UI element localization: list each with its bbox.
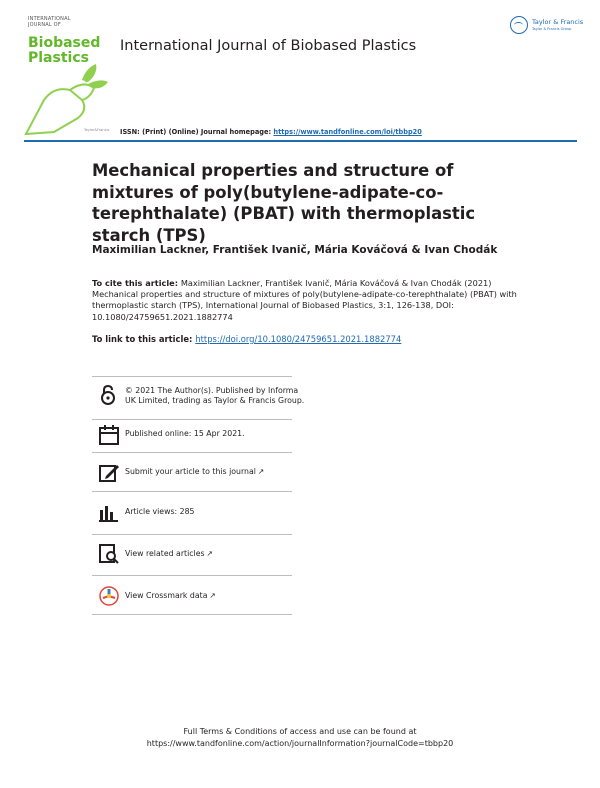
- journal-cover: [24, 14, 112, 136]
- edit-pencil-icon: [98, 462, 120, 484]
- citation-label: To cite this article:: [92, 278, 181, 288]
- cover-top-line2: JOURNAL OF: [28, 22, 61, 28]
- calendar-icon: [98, 424, 120, 446]
- footer-terms-link[interactable]: https://www.tandfonline.com/action/journalInformation?journalCode=tbbp20: [146, 739, 454, 748]
- issn-line: [120, 128, 422, 136]
- journal-title: International Journal of Biobased Plastics: [120, 38, 417, 54]
- journal-homepage-link[interactable]: https://www.tandfonline.com/loi/tbbp20: [273, 128, 422, 136]
- license-text: © 2021 The Author(s). Published by Informa UK Limited, trading as Taylor & Francis Group.: [125, 386, 305, 406]
- cover-publisher-mark: Taylor&Francis: [84, 128, 110, 132]
- cover-top-text: [28, 16, 71, 28]
- crossmark-text[interactable]: [125, 591, 305, 601]
- article-title: Mechanical properties and structure of mixtures of poly(butylene-adipate-co-terephthalate) (PBAT) with thermoplastic starch (TPS): [92, 161, 476, 245]
- article-link-label: To link to this article:: [92, 334, 196, 344]
- related-search-icon: [98, 543, 120, 565]
- header-divider: [24, 140, 577, 142]
- publisher-logo-icon: [510, 16, 528, 34]
- views-text: Article views: 285: [125, 507, 195, 516]
- external-link-icon: ↗: [209, 591, 216, 600]
- list-divider: [92, 534, 292, 535]
- list-divider: [92, 491, 292, 492]
- cover-title-line1: Biobased: [28, 35, 101, 51]
- cover-title-line2: Plastics: [28, 50, 89, 66]
- external-link-icon: ↗: [257, 467, 265, 476]
- publisher-subname: Taylor & Francis Group: [532, 27, 572, 31]
- issn-label: ISSN: (Print) (Online) Journal homepage:: [120, 128, 274, 136]
- crossmark-label: View Crossmark data: [125, 591, 208, 600]
- publisher-name: Taylor & Francis: [532, 18, 584, 26]
- cover-top-line1: INTERNATIONAL: [28, 16, 71, 22]
- list-divider: [92, 419, 292, 420]
- published-date-text: Published online: 15 Apr 2021.: [125, 429, 245, 438]
- list-divider: [92, 376, 292, 377]
- publisher-logo[interactable]: [510, 16, 584, 38]
- citation-block: [92, 278, 522, 323]
- footer: [0, 726, 600, 750]
- list-divider: [92, 452, 292, 453]
- footer-terms-text: Full Terms & Conditions of access and use can be found at: [183, 727, 417, 736]
- external-link-icon: ↗: [206, 549, 213, 558]
- related-text[interactable]: [125, 549, 305, 559]
- list-divider: [92, 575, 292, 576]
- article-authors: Maximilian Lackner, František Ivanič, Mária Kováčová & Ivan Chodák: [92, 244, 498, 256]
- cover-plant-illustration-icon: [24, 60, 112, 136]
- submit-label: Submit your article to this journal: [125, 467, 256, 476]
- related-label: View related articles: [125, 549, 205, 558]
- submit-text[interactable]: [125, 467, 305, 477]
- list-divider: [92, 614, 292, 615]
- open-access-lock-icon: [98, 384, 120, 406]
- article-link-line: [92, 334, 401, 344]
- crossmark-icon: [98, 585, 120, 607]
- citation-text: Maximilian Lackner, František Ivanič, Mária Kováčová & Ivan Chodák (2021) Mechanical properties and structure of mixtures of poly(butylene-adipate-co-terephthalate) (PBAT) with thermoplastic starch (TPS), International Journal of Biobased Plastics, 3:1, 126-138, DOI: 10.1080/24759651.2021.1882774: [92, 278, 517, 322]
- bar-chart-icon: [98, 502, 120, 524]
- article-doi-link[interactable]: https://doi.org/10.1080/24759651.2021.1882774: [195, 334, 402, 344]
